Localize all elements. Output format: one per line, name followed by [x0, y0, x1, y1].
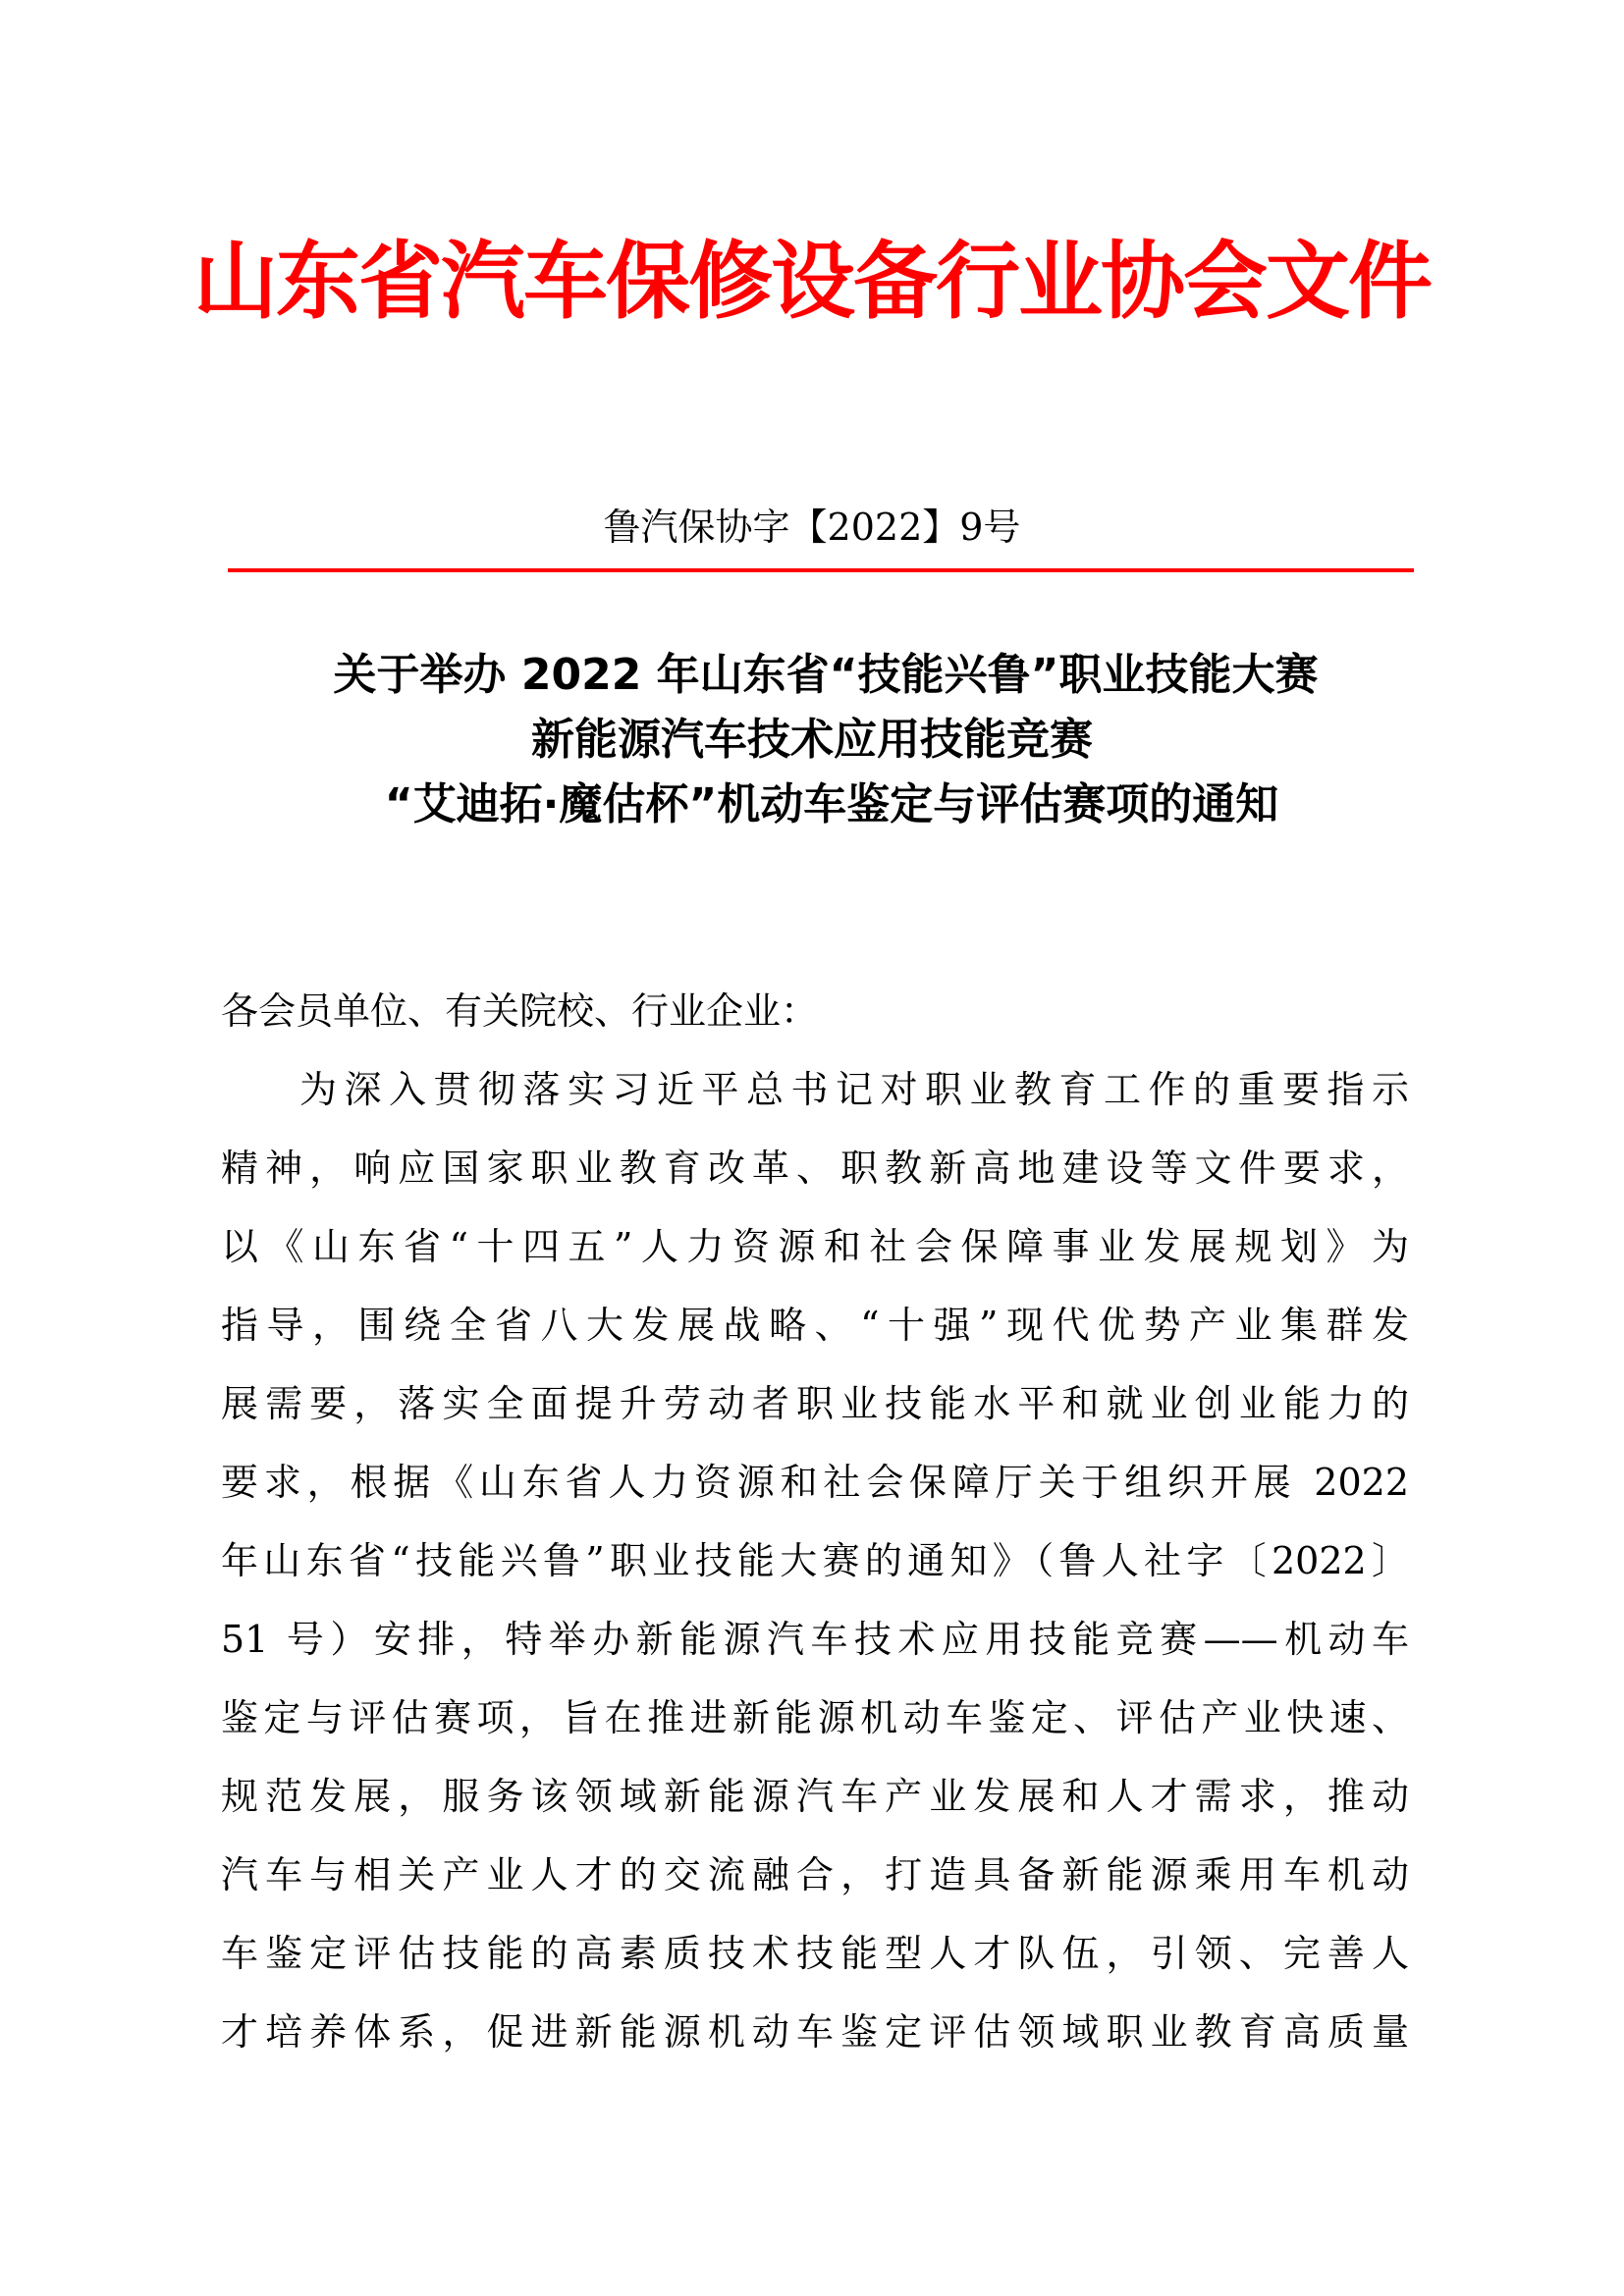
notice-body — [221, 972, 1409, 2071]
body-line: 才培养体系，促进新能源机动车鉴定评估领域职业教育高质量 — [221, 2010, 1409, 2054]
red-divider-line — [228, 568, 1414, 572]
body-line: 年山东省“技能兴鲁”职业技能大赛的通知》（鲁人社字〔2022〕 — [221, 1539, 1409, 1582]
body-line: 51 号）安排，特举办新能源汽车技术应用技能竞赛——机动车 — [221, 1618, 1409, 1661]
notice-title-line-3: “艾迪拓·魔估杯”机动车鉴定与评估赛项的通知 — [384, 779, 1279, 829]
notice-title-line-2: 新能源汽车技术应用技能竞赛 — [531, 715, 1093, 765]
body-line: 指导，围绕全省八大发展战略、“十强”现代优势产业集群发 — [221, 1304, 1409, 1347]
notice-title — [0, 643, 1624, 837]
salutation: 各会员单位、有关院校、行业企业： — [221, 989, 819, 1033]
body-line: 要求，根据《山东省人力资源和社会保障厅关于组织开展 2022 — [221, 1461, 1409, 1504]
body-line: 鉴定与评估赛项，旨在推进新能源机动车鉴定、评估产业快速、 — [221, 1696, 1409, 1739]
body-line: 规范发展，服务该领域新能源汽车产业发展和人才需求，推动 — [221, 1775, 1409, 1818]
body-line: 车鉴定评估技能的高素质技术技能型人才队伍，引领、完善人 — [221, 1932, 1409, 1975]
body-line: 汽车与相关产业人才的交流融合，打造具备新能源乘用车机动 — [221, 1853, 1409, 1896]
document-number: 鲁汽保协字【2022】9号 — [603, 506, 1021, 549]
body-line: 以《山东省“十四五”人力资源和社会保障事业发展规划》为 — [221, 1225, 1409, 1268]
body-line: 展需要，落实全面提升劳动者职业技能水平和就业创业能力的 — [221, 1382, 1409, 1425]
notice-title-line-1: 关于举办 2022 年山东省“技能兴鲁”职业技能大赛 — [333, 650, 1319, 700]
body-line: 为深入贯彻落实习近平总书记对职业教育工作的重要指示 — [299, 1068, 1409, 1111]
body-line: 精神，响应国家职业教育改革、职教新高地建设等文件要求， — [221, 1147, 1409, 1190]
org-header-title: 山东省汽车保修设备行业协会文件 — [193, 233, 1431, 331]
